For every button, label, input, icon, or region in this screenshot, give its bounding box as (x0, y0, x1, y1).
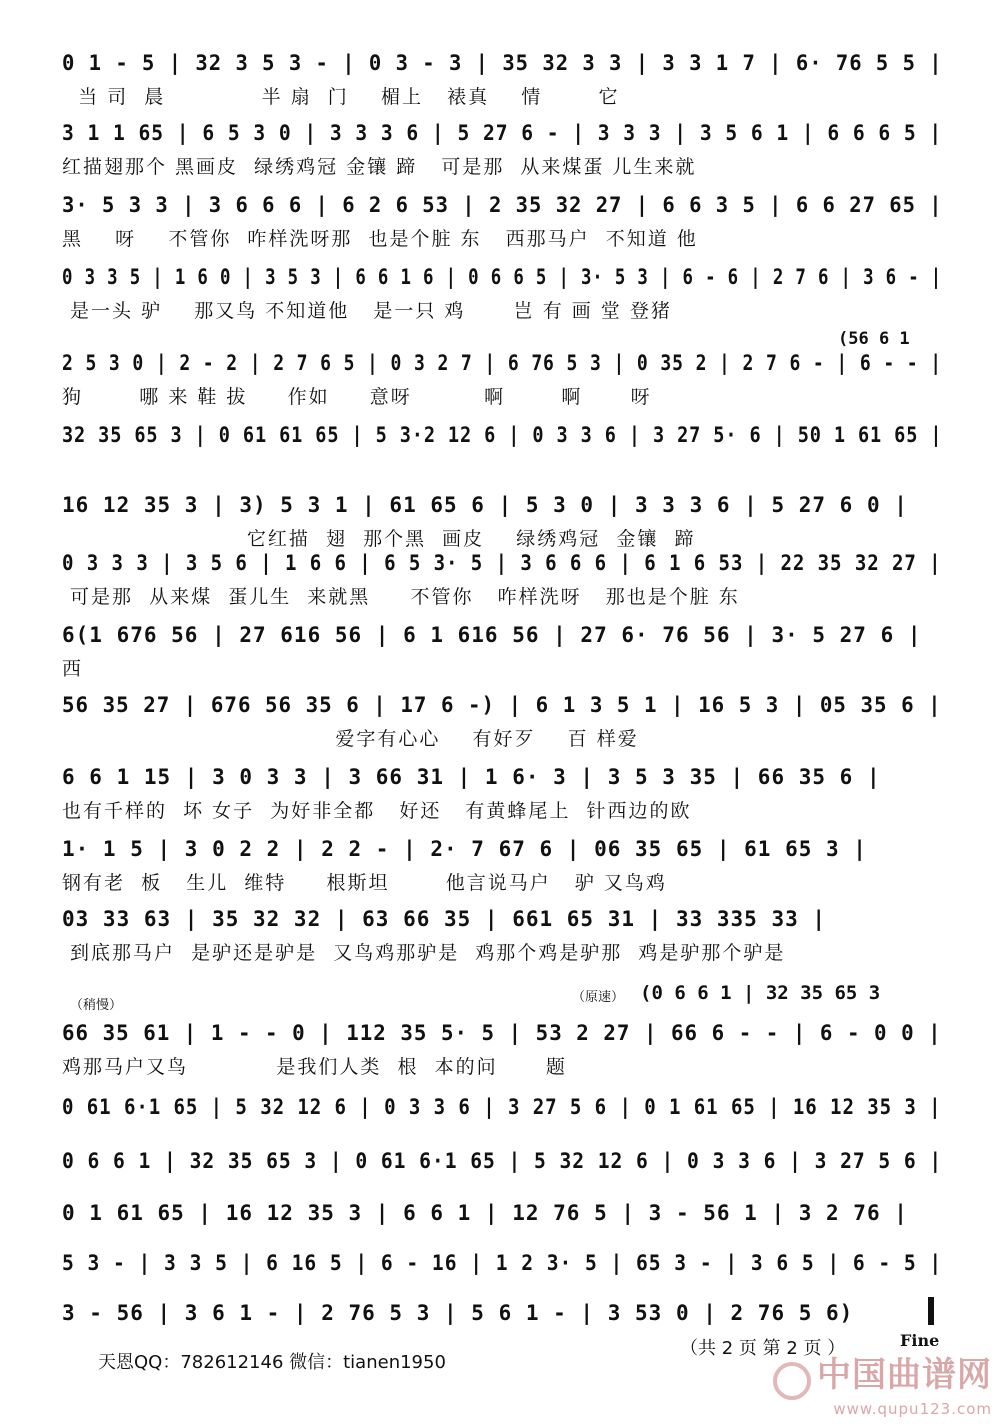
notation-line: 0 1 61 65 | 16 12 35 3 | 6 6 1 | 12 76 5 | 3 - 56 1 | 3 2 76 | (62, 1201, 908, 1225)
notation-line: 03 33 63 | 35 32 32 | 63 66 35 | 661 65 31 | 33 335 33 | (62, 907, 827, 931)
parenthetical-annotation: (56 6 1 (838, 329, 910, 349)
original-tempo-notes: (0 6 6 1 | 32 35 65 3 (640, 982, 881, 1004)
notation-line: 3 1 1 65 | 6 5 3 0 | 3 3 3 6 | 5 27 6 - | 3 3 3 | 3 5 6 1 | 6 6 6 5 | (62, 121, 943, 145)
site-watermark (773, 1347, 992, 1419)
lyric-line: 也有千样的 坏 女子 为好非全都 好还 有黄蜂尾上 针西边的欧 (62, 800, 692, 822)
notation-line: 3· 5 3 3 | 3 6 6 6 | 6 2 6 53 | 2 35 32 27 | 6 6 3 5 | 6 6 27 65 | (62, 193, 943, 217)
notation-line: 32 35 65 3 | 0 61 61 65 | 5 3·2 12 6 | 0 3 3 6 | 3 27 5· 6 | 50 1 61 65 | (62, 423, 943, 447)
lyric-line: 是一头 驴 那又鸟 不知道他 是一只 鸡 岂 有 画 堂 登猪 (62, 300, 672, 322)
lyric-line: 爱字有心心 有好歹 百 样爱 (62, 728, 639, 750)
notation-line: 6 6 1 15 | 3 0 3 3 | 3 66 31 | 1 6· 3 | 3 5 3 35 | 66 35 6 | (62, 765, 881, 789)
watermark-url: www.qupu123.com (833, 1400, 992, 1418)
lyric-line: 狗 哪 来 鞋 拔 作如 意呀 啊 啊 呀 (62, 386, 652, 408)
watermark-name: 中国曲谱网 (817, 1354, 992, 1395)
lyric-line: 可是那 从来煤 蛋儿生 来就黑 不管你 咋样洗呀 那也是个脏 东 (62, 586, 740, 608)
notation-line: 0 3 3 5 | 1 6 0 | 3 5 3 | 6 6 1 6 | 0 6 6 5 | 3· 5 3 | 6 - 6 | 2 7 6 | 3 6 - | (62, 265, 943, 289)
lyric-line: 钢有老 板 生儿 维特 根斯坦 他言说马户 驴 又鸟鸡 (62, 872, 667, 894)
lyric-line: 西 (62, 658, 84, 680)
notation-line: 66 35 61 | 1 - - 0 | 112 35 5· 5 | 53 2 27 | 66 6 - - | 6 - 0 0 | (62, 1021, 942, 1045)
notation-line: 0 3 3 3 | 3 5 6 | 1 6 6 | 6 5 3· 5 | 3 6 6 6 | 6 1 6 53 | 22 35 32 27 | (62, 551, 942, 575)
notation-line: 0 61 6·1 65 | 5 32 12 6 | 0 3 3 6 | 3 27 5 6 | 0 1 61 65 | 16 12 35 3 | (62, 1095, 942, 1119)
notation-line: 6(1 676 56 | 27 616 56 | 6 1 616 56 | 27 6· 76 56 | 3· 5 27 6 | (62, 623, 922, 647)
lyric-line: 鸡那马户又鸟 是我们人类 根 本的问 题 (62, 1056, 567, 1078)
slow-tempo-marking: （稍慢） (70, 998, 123, 1013)
fine-marking: Fine (900, 1331, 940, 1350)
notation-line: 5 3 - | 3 3 5 | 6 16 5 | 6 - 16 | 1 2 3· 5 | 65 3 - | 3 6 5 | 6 - 5 | (62, 1251, 943, 1275)
original-tempo-marking: （原速） (572, 990, 625, 1005)
final-barline (928, 1297, 934, 1325)
notation-line: 0 1 - 5 | 32 3 5 3 - | 0 3 - 3 | 35 32 3 3 | 3 3 1 7 | 6· 76 5 5 | (62, 51, 943, 75)
lyric-line: 红描翅那个 黑画皮 绿绣鸡冠 金镶 蹄 可是那 从来煤蛋 儿生来就 (62, 156, 697, 178)
lyric-line: 黑 呀 不管你 咋样洗呀那 也是个脏 东 西那马户 不知道 他 (62, 228, 698, 250)
watermark-logo-icon (773, 1362, 811, 1400)
notation-line: 1· 1 5 | 3 0 2 2 | 2 2 - | 2· 7 67 6 | 06 35 65 | 61 65 3 | (62, 837, 867, 861)
page-indicator: （共 2 页 第 2 页 ） (680, 1338, 846, 1359)
lyric-line: 到底那马户 是驴还是驴是 又鸟鸡那驴是 鸡那个鸡是驴那 鸡是驴那个驴是 (62, 942, 786, 964)
notation-line: 3 - 56 | 3 6 1 - | 2 76 5 3 | 5 6 1 - | 3 53 0 | 2 76 5 6) (62, 1301, 854, 1325)
notation-line: 16 12 35 3 | 3) 5 3 1 | 61 65 6 | 5 3 0 | 3 3 3 6 | 5 27 6 0 | (62, 493, 908, 517)
notation-line: 56 35 27 | 676 56 35 6 | 17 6 -) | 6 1 3 5 1 | 16 5 3 | 05 35 6 | (62, 693, 942, 717)
lyric-line: 它红描 翅 那个黑 画皮 绿绣鸡冠 金镶 蹄 (62, 528, 696, 550)
contact-info: 天恩QQ：782612146 微信：tianen1950 (98, 1352, 446, 1373)
notation-line: 0 6 6 1 | 32 35 65 3 | 0 61 6·1 65 | 5 32 12 6 | 0 3 3 6 | 3 27 5 6 | (62, 1149, 943, 1173)
lyric-line: 当 司 晨 半 扇 门 楣上 裱真 情 它 (62, 86, 620, 108)
notation-line: 2 5 3 0 | 2 - 2 | 2 7 6 5 | 0 3 2 7 | 6 76 5 3 | 0 35 2 | 2 7 6 - | 6 - - | (62, 351, 942, 375)
